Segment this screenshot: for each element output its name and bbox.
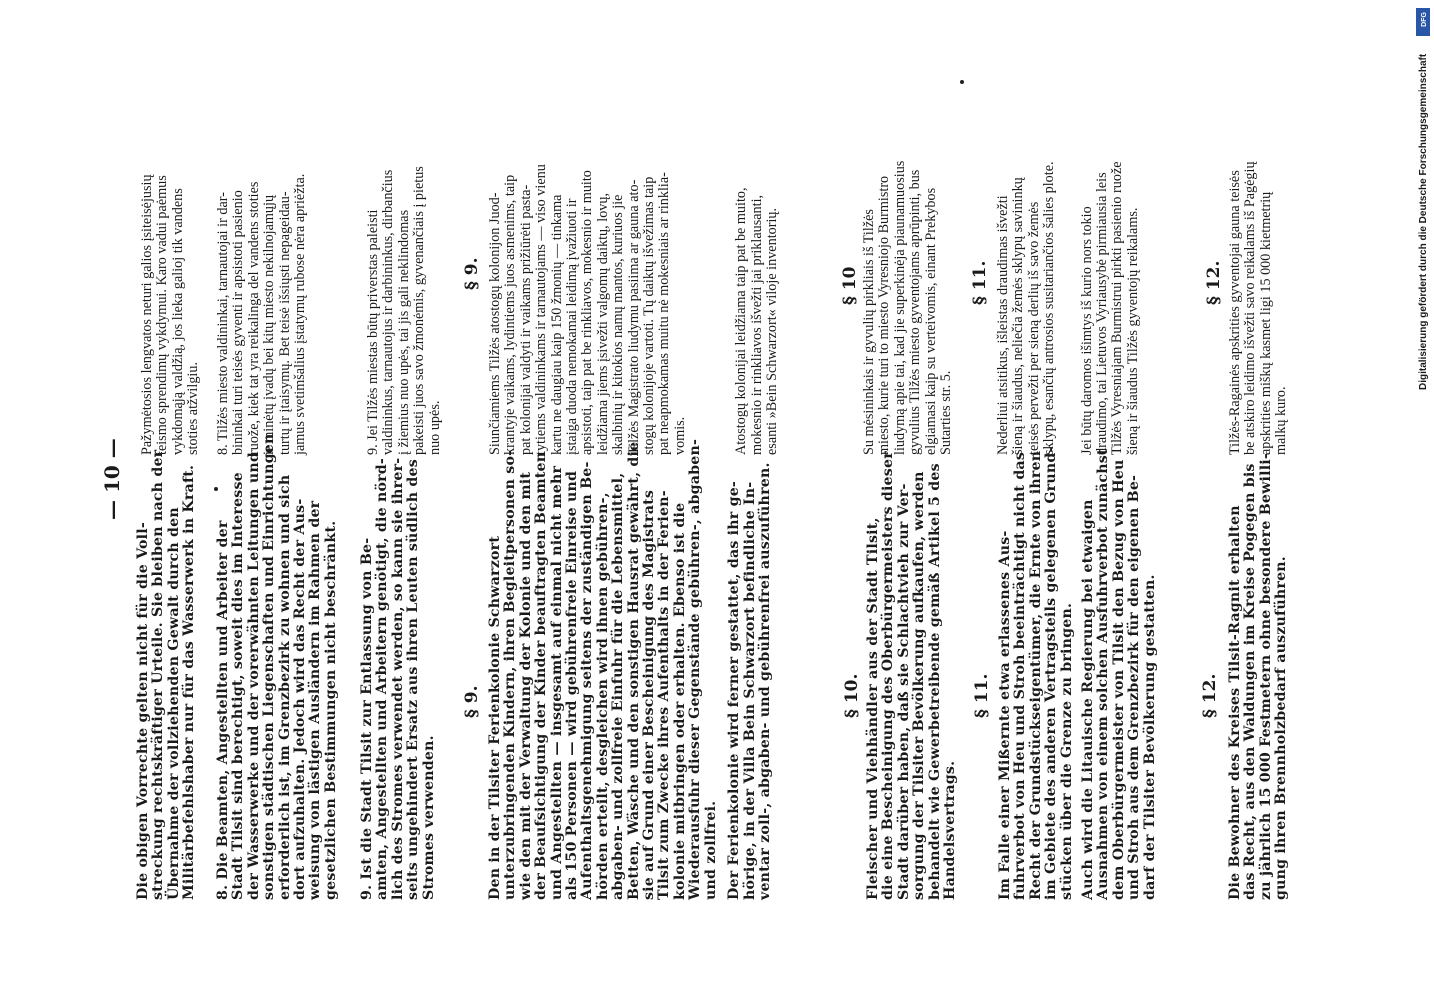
text-line: tytiems valdininkams ir tarnautojams — viso vienu	[533, 164, 550, 455]
text-line: dort aufzuhalten. Jedoch wird das Recht der Aus-	[292, 498, 309, 900]
text-line: elgiamasi kaip su verteivomis, einant Prekybos	[922, 187, 939, 455]
german-section-10-text	[866, 451, 958, 900]
text-line: Die Bewohner des Kreises Tilsit-Ragnit erhalten	[1227, 505, 1243, 900]
german-section-9-heading: § 9.	[462, 685, 482, 718]
text-line: Siunčiamiems Tilžės atostogų kolonijon Juod-	[487, 192, 503, 455]
text-line: šieną ir šiaudus, neliečia žemės sklypų savininkų	[1010, 177, 1027, 455]
text-line: Den in der Tilsiter Ferienkolonie Schwarzort	[487, 535, 503, 900]
text-line: zu jährlich 15 000 Festmetern ohne besondere Bewilli-	[1257, 453, 1274, 900]
text-line: stücken über die Grenze zu bringen.	[1058, 602, 1075, 900]
text-line: stoties atžvilgiu.	[185, 362, 202, 455]
text-line: Stadt darüber haben, daß sie Schlachtvieh zur Ver-	[895, 483, 912, 900]
text-line: streckung rechtskräftiger Urteile. Sie bleiben nach der	[150, 449, 167, 900]
text-line: Wiederausfuhr dieser Gegenstände gebühren-, abgaben-	[687, 438, 704, 900]
text-line: behandelt wie Gewerbetreibende gemäß Artikel 5 des	[926, 463, 943, 900]
text-line: wie den mit der Verwaltung der Kolonie und den mit	[517, 471, 534, 900]
text-line: Nederliui atsitikus, išleistas draudimas išvežti	[995, 195, 1011, 455]
text-line: miesto, kurie turi to miesto Vyresniojo Burmistro	[876, 175, 893, 455]
german-top-paragraph	[136, 450, 198, 900]
text-line: Im Falle einer Mißernte etwa erlassenes Aus-	[997, 530, 1013, 900]
german-section-11-text	[998, 446, 1158, 900]
text-line: kolonie mitbringen oder erhalten. Ebenso ist die	[671, 502, 688, 900]
text-line: mokesnio ir rinkliavos išvežti jai priklausanti,	[748, 194, 765, 455]
text-line: teisės pervežti per sieną derlių iš savo žemės	[1025, 201, 1042, 455]
lithuanian-section-9-heading: § 9.	[462, 257, 482, 290]
digitization-credit: Digitalisierung gefördert durch die Deutsche Forschungsgemeinschaft	[1418, 53, 1429, 390]
lithuanian-section-9-text	[488, 164, 781, 455]
text-line: malkų kuro.	[1273, 386, 1290, 455]
text-line: sklypų, esančių antrosios susitariančios šalies plote.	[1041, 161, 1058, 455]
text-line: sie auf Grund einer Bescheinigung des Magistrats	[641, 489, 658, 900]
text-line: Su mėsininkais ir gyvulių pirkliais iš Tilžės	[861, 209, 877, 455]
text-line: erforderlich ist, im Grenzbezirk zu wohnen und sich	[276, 474, 293, 900]
text-line: Militärbefehlshaber nur für das Wasserwerk in Kraft.	[181, 464, 198, 900]
text-line: apsistoti, taip pat be rinkliavos, mokesnio ir muito	[579, 170, 596, 455]
text-line: das Recht, aus den Waldungen im Kreise Pogegen bis	[1242, 463, 1259, 900]
lithuanian-top-paragraph	[140, 174, 202, 455]
text-line: liudymą apie tai, kad jie superkinėja piaunamuosius	[891, 160, 908, 455]
text-line: įstaiga duoda nemokamai leidimą įvažiuoti ir	[564, 198, 581, 455]
text-line: dem Oberbürgermeister von Tilsit den Bezug von Heu	[1110, 459, 1127, 900]
print-mark	[960, 80, 964, 84]
text-line: Die obigen Vorrechte gelten nicht für die Voll-	[135, 522, 151, 900]
text-line: der Beaufsichtigung der Kinder beauftragten Beamten	[533, 451, 550, 900]
text-line: hörige, in der Villa Bein Schwarzort befindliche In-	[741, 481, 758, 900]
text-line: leidžiama jiems įsivežti valgomų daiktų, lovų,	[594, 192, 611, 455]
text-line: Der Ferienkolonie wird ferner gestattet, das ihr ge-	[726, 480, 743, 900]
lithuanian-section-12-text	[1228, 161, 1290, 455]
text-line: abgaben- und zollfreie Einfuhr für die Lebensmittel,	[610, 472, 627, 900]
text-line: gesetzlichen Bestimmungen nicht beschränkt.	[322, 520, 339, 900]
german-section-11-heading: § 11.	[972, 673, 992, 718]
print-mark	[214, 487, 218, 491]
dfg-logo: DFG	[1416, 8, 1430, 36]
german-paragraph-9	[360, 458, 437, 900]
text-line: stogų kolonijoje vartoti. Tų daiktų išvežimas taip	[641, 176, 658, 455]
text-line: valdininkus, tarnautojus ir darbininkus, dirbančius	[380, 169, 397, 455]
text-line: 9. Jei Tilžės miestas būtų priverstas paleisti	[365, 209, 381, 455]
text-line: amten, Angestellten und Arbeitern genötigt, die nörd-	[374, 457, 391, 900]
german-section-9-text	[488, 439, 773, 900]
text-line: nuo upės.	[426, 400, 443, 455]
text-line: hörden erteilt, desgleichen wird ihnen gebühren-,	[594, 492, 611, 900]
text-line: ruože, kiek tat yra reikalinga del vandens stoties	[245, 181, 262, 455]
german-paragraph-8	[216, 433, 339, 900]
text-line: Auch wird die Litauische Regierung bei etwaigen	[1080, 499, 1097, 900]
german-section-10-heading: § 10.	[842, 673, 862, 718]
text-line: ir minėtų įvadų bei kitų miesto nekilnojamųjų	[261, 194, 278, 455]
text-line: fuhrverbot von Heu und Stroh beeinträchtigt nicht das	[1012, 451, 1029, 900]
text-line: krantyje vaikams, lydintiems juos asmenims, taip	[502, 174, 519, 455]
text-line: 9. Ist die Stadt Tilsit zur Entlassung von Be-	[359, 537, 375, 900]
text-line: Tilžės Magistrato liudymu pasiima ar gauna ato-	[625, 179, 642, 455]
text-line: Tilžės-Ragainės apskrities gyventojai gauna teisės	[1227, 170, 1243, 455]
text-line: vomis.	[671, 416, 688, 455]
text-line: Betten, Wäsche und den sonstigen Hausrat gewährt, die	[625, 441, 642, 900]
text-line: pat kolonijai valdyti ir vaikams prižiūrėti pasta-	[517, 184, 534, 455]
text-line: Aufenthaltsgenehmigung seitens der zuständigen Be-	[579, 461, 596, 900]
text-line: sorgung der Tilsiter Bevölkerung aufkaufen, werden	[911, 471, 928, 900]
text-line: draudimo, tai Lietuvos Vyriausybė pirmiausia leis	[1094, 172, 1111, 455]
lithuanian-section-10-text	[862, 161, 954, 455]
text-line: be atskiro leidimo išvežti savo reikalams iš Pagėgių	[1242, 161, 1259, 455]
lithuanian-section-12-heading: § 12.	[1204, 260, 1224, 305]
lithuanian-section-10-heading: § 10	[840, 266, 860, 305]
text-line: und Stroh aus dem Grenzbezirk für den eigenen Be-	[1126, 474, 1143, 900]
text-line: im Gebiete des anderen Vertragsteils gelegenen Grund-	[1043, 446, 1060, 900]
text-line: die eine Bescheinigung des Oberbürgermeisters dieser	[880, 451, 897, 900]
text-line: gung ihren Brennholzbedarf auszuführen.	[1273, 556, 1290, 900]
text-line: teismo sprendimų vykdymui. Karo vadui paėmus	[154, 175, 171, 455]
text-line: als 150 Personen — wird gebührenfreie Einreise und	[564, 470, 581, 900]
text-line: turtų ir įtaisymų. Bet teisė išsiųsti nepageidau-	[276, 191, 293, 455]
text-line: jamus svetimšalius įstatymų rubose nėra apriėžta.	[292, 173, 309, 455]
page-number: — 10 —	[100, 438, 124, 520]
text-line: darf der Tilsiter Bevölkerung gestatten.	[1141, 574, 1158, 900]
text-line: Sutarties str. 5.	[938, 370, 955, 455]
text-line: į žiemius nuo upės, tai jis gali neklindomas	[395, 209, 412, 455]
text-line: Ausnahmen von einem solchen Ausfuhrverbot zunächst	[1095, 448, 1112, 900]
text-line: Übernahme der vollziehenden Gewalt durch den	[165, 507, 182, 900]
text-line: vykdomąją valdžią, jos lieka galioj tik vandens	[169, 188, 186, 455]
text-line: und Angestellten — insgesamt auf einmal nicht mehr	[548, 465, 565, 900]
text-line: sonstigen städtischen Liegenschaften und Einrichtungen	[261, 433, 278, 900]
text-line: Recht der Grundstückseigentümer, die Ernte von ihren	[1027, 450, 1044, 900]
text-line: seits ungehindert Ersatz aus ihren Leuten südlich des	[405, 459, 422, 900]
text-line: Handelsvertrags.	[942, 760, 959, 900]
text-line: 8. Die Beamten, Angestellten und Arbeiter der	[215, 520, 231, 900]
text-line: Pažymėtosios lengvatos neturi galios įsiteisėjusių	[139, 174, 155, 455]
text-line: Stadt Tilsit sind berechtigt, soweit dies im Interesse	[230, 472, 247, 900]
lithuanian-paragraph-8	[216, 174, 308, 455]
text-line: apskrities miškų kasmet ligi 15 000 kietmetrių	[1257, 191, 1274, 455]
text-line: und zollfrei.	[702, 800, 719, 900]
text-line: bininkai turi teisės gyventi ir apsistoti pasienio	[230, 190, 247, 455]
lithuanian-paragraph-9	[366, 166, 443, 455]
text-line: der Wasserwerke und der vorerwähnten Leitungen und	[245, 452, 262, 900]
german-section-12-text	[1228, 453, 1290, 900]
text-line: skalbinių ir kitokios namų mantos, kuriuos jie	[610, 194, 627, 455]
text-line: gyvulius Tilžės miesto gyventojams aprūpinti, bus	[907, 169, 924, 455]
text-line: pat neapmokamas muitu nė mokesniais ar rinklia-	[656, 172, 673, 455]
text-line: Tilžės Vyresniajam Burmistrui pirkti pasienio ruože	[1109, 161, 1126, 455]
text-line: weisung von lästigen Ausländern im Rahmen der	[307, 500, 324, 900]
text-line: lich des Stromes verwendet werden, so kann sie ihrer-	[389, 457, 406, 900]
text-line: pakeisti juos savo žmonėmis, gyvenančiais į pietus	[411, 166, 428, 455]
text-line: Fleischer und Viehhändler aus der Stadt Tilsit,	[865, 517, 881, 900]
text-line: ventar zoll-, abgaben- und gebührenfrei auszuführen.	[756, 462, 773, 900]
text-line: esanti »Bein Schwarzort« viloje inventorių.	[764, 207, 781, 455]
lithuanian-section-11-heading: § 11.	[970, 260, 990, 305]
text-line: Tilsit zum Zwecke ihres Aufenthalts in der Ferien-	[656, 490, 673, 900]
lithuanian-section-11-text	[996, 161, 1141, 455]
german-section-12-heading: § 12.	[1200, 673, 1220, 718]
text-line: 8. Tilžės miesto valdininkai, tarnautojai ir dar-	[215, 192, 231, 455]
text-line: Atostogų kolonijai leidžiama taip pat be muito,	[733, 187, 750, 455]
text-line: Stromes verwenden.	[420, 735, 437, 900]
text-line: unterzubringenden Kindern, ihren Begleitpersonen so-	[502, 449, 519, 900]
text-line: kartu ne daugiau kaip 150 žmonių — tinkama	[548, 194, 565, 455]
text-line: Jei būtų daromos išimtys iš kurio nors tokio	[1078, 206, 1095, 455]
text-line: šieną ir šiaudus Tilžės gyventojų reikalams.	[1124, 207, 1141, 455]
